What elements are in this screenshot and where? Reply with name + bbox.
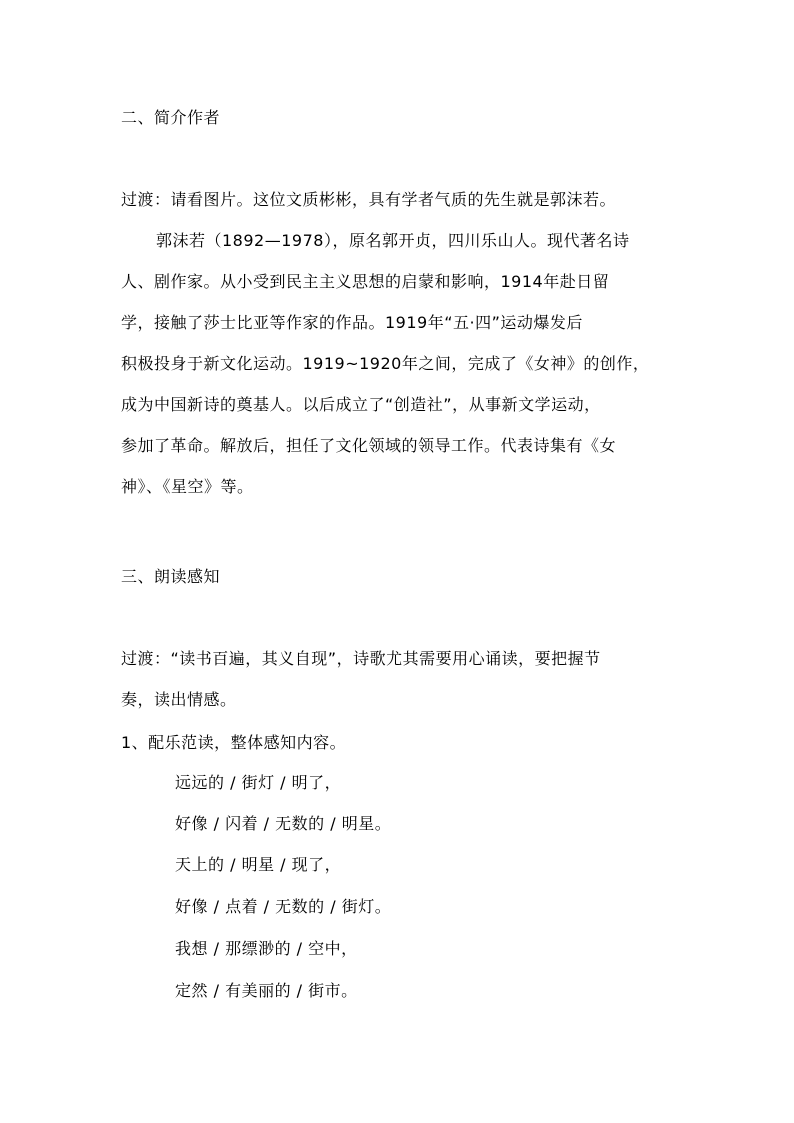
poem-line: 好像 / 点着 / 无数的 / 街灯。 bbox=[175, 897, 392, 916]
bio-line: 人、剧作家。从小受到民主主义思想的启蒙和影响，1914年赴日留 bbox=[121, 272, 610, 291]
poem-line: 我想 / 那缥渺的 / 空中， bbox=[175, 939, 358, 958]
poem-line: 天上的 / 明星 / 现了， bbox=[175, 855, 342, 874]
section-heading-reading: 三、朗读感知 bbox=[121, 567, 221, 586]
bio-line: 郭沫若（1892—1978），原名郭开贞，四川乐山人。现代著名诗 bbox=[156, 231, 630, 250]
step-item: 1、配乐范读，整体感知内容。 bbox=[121, 733, 347, 752]
bio-line: 积极投身于新文化运动。1919~1920年之间，完成了《女神》的创作， bbox=[121, 354, 650, 373]
bio-line: 成为中国新诗的奠基人。以后成立了“创造社”，从事新文学运动， bbox=[121, 395, 601, 414]
poem-line: 远远的 / 街灯 / 明了， bbox=[175, 773, 342, 792]
bio-line: 参加了革命。解放后，担任了文化领域的领导工作。代表诗集有《女 bbox=[121, 436, 617, 455]
bio-line: 神》、《星空》等。 bbox=[121, 477, 254, 496]
transition-paragraph: 奏，读出情感。 bbox=[121, 690, 237, 709]
poem-line: 定然 / 有美丽的 / 街市。 bbox=[175, 981, 358, 1000]
transition-paragraph: 过渡：请看图片。这位文质彬彬，具有学者气质的先生就是郭沫若。 bbox=[121, 190, 617, 209]
poem-line: 好像 / 闪着 / 无数的 / 明星。 bbox=[175, 814, 392, 833]
transition-paragraph: 过渡：“读书百遍，其义自现”，诗歌尤其需要用心诵读，要把握节 bbox=[121, 649, 601, 668]
section-heading-author-intro: 二、简介作者 bbox=[121, 108, 221, 127]
bio-line: 学，接触了莎士比亚等作家的作品。1919年“五·四”运动爆发后 bbox=[121, 313, 583, 332]
